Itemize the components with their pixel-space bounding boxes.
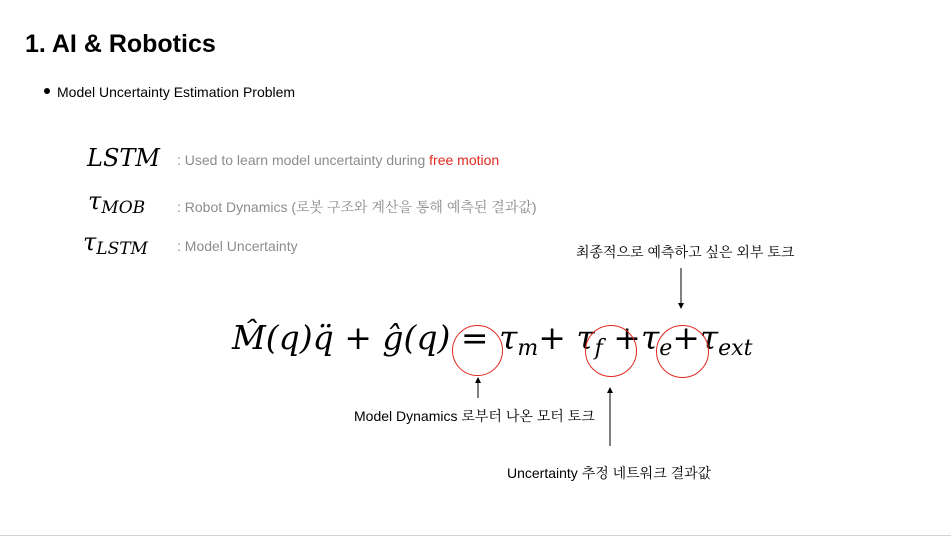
definition-tau-lstm: : Model Uncertainty <box>177 238 298 254</box>
symbol-tau-lstm: $\tau_{LSTM}$ <box>83 228 148 259</box>
annotation-ext: 최종적으로 예측하고 싶은 외부 토크 <box>576 244 795 260</box>
definition-tau-mob: : Robot Dynamics (로봇 구조와 계산을 통해 예측된 결과값) <box>177 199 537 215</box>
tau-f-term: $\tau_f$ <box>576 318 603 361</box>
tau-ext-term: $\tau_{ext}$ <box>699 318 753 361</box>
symbol-lstm: LSTM <box>87 144 160 172</box>
slide-title: 1. AI & Robotics <box>25 30 216 58</box>
definition-lstm: : Used to learn model uncertainty during free motion <box>177 152 500 168</box>
dynamics-equation: M̂(q)q̈ + ĝ(q) = $\tau_m+ \tau_f +\tau_e+\tau_{ext}$ <box>232 318 753 361</box>
free-motion-highlight: free motion <box>429 152 500 168</box>
annotation-e: Uncertainty 추정 네트워크 결과값 <box>507 465 712 481</box>
tau-m-term: $\tau_m$ <box>499 318 539 361</box>
footer-divider <box>0 535 951 536</box>
equation-lhs: M̂(q)q̈ + ĝ(q) = <box>232 318 489 357</box>
symbol-tau-mob: $\tau_{MOB}$ <box>88 187 146 218</box>
annotation-m: Model Dynamics 로부터 나온 모터 토크 <box>354 408 595 424</box>
bullet-text: Model Uncertainty Estimation Problem <box>57 84 296 100</box>
tau-e-term: $\tau_e$ <box>640 318 673 361</box>
